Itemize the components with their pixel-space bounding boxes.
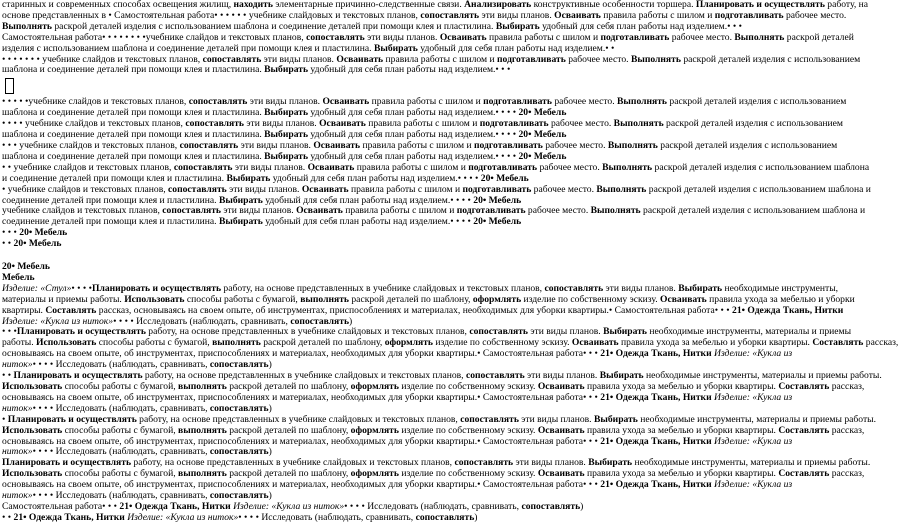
text-line: ниток»• • • • Исследовать (наблюдать, сравнивать, сопоставлять) xyxy=(2,490,272,502)
text-line: ниток»• • • • Исследовать (наблюдать, сравнивать, сопоставлять) xyxy=(2,359,272,371)
text-line: шаблона и соединение деталей при помощи клея и пластилина. Выбирать удобный для себя план работы над изделием.• • • • 20• Мебель xyxy=(2,150,567,162)
text-line: Выполнять раскрой деталей изделия с использованием шаблона и соединение деталей при помощи клея и пластилина. Выбирать удобный для себя план работы над изделием.• • • xyxy=(2,20,742,32)
text-line: • учебнике слайдов и текстовых планов, сопоставлять эти виды планов. Осваивать правила работы с шилом и подготавливать рабочее место. Выполнять раскрой деталей изделия с использованием шаблона и xyxy=(2,183,871,195)
text-line: соединение деталей при помощи клея и пластилина. Выбирать удобный для себя план работы над изделием.• • • • 20• Мебель xyxy=(2,216,522,228)
text-line: старинных и современных способах освещения жилищ, находить элементарные причинно-следственные связи. Анализировать конструктивные особенности торшера. Планировать и осуществлять работу, на xyxy=(2,0,869,10)
text-line: ниток»• • • • Исследовать (наблюдать, сравнивать, сопоставлять) xyxy=(2,446,272,458)
text-line: основываясь на своем опыте, об инструментах, приспособлениях и материалах, необходимых для уборки квартиры.• Самостоятельная работа• • • 21• Одежда Ткань, Нитки Изделие: «Кукла из xyxy=(2,435,793,447)
text-line: Использовать способы работы с бумагой, выполнять раскрой деталей по шаблону, оформлять изделие по собственному эскизу. Осваивать правила ухода за мебелью и уборки квартиры. Составлять рассказ, xyxy=(2,381,865,392)
text-line: основе представленных в • Самостоятельная работа• • • • • • учебнике слайдовых и текстовых планов, сопоставлять эти виды планов. Осваивать правила работы с шилом и подготавливать рабочее место. xyxy=(2,9,847,21)
text-line: • • • • •учебнике слайдов и текстовых планов, сопоставлять эти виды планов. Осваивать правила работы с шилом и подготавливать рабочее место. Выполнять раскрой деталей изделия с использованием xyxy=(2,96,847,108)
text-line: • • Планировать и осуществлять работу, на основе представленных в учебнике слайдовых и текстовых планов, сопоставлять эти виды планов. Выбирать необходимые инструменты, материалы и приемы работы. xyxy=(2,370,882,382)
heading-title: Мебель xyxy=(2,271,35,283)
text-line: учебнике слайдов и текстовых планов, сопоставлять эти виды планов. Осваивать правила работы с шилом и подготавливать рабочее место. Выполнять раскрой деталей изделия с использованием шаблона и xyxy=(2,205,866,217)
text-line: основываясь на своем опыте, об инструментах, приспособлениях и материалах, необходимых для уборки квартиры.• Самостоятельная работа• • • 21• Одежда Ткань, Нитки Изделие: «Кукла из xyxy=(2,348,793,360)
text-line: • • учебнике слайдов и текстовых планов, сопоставлять эти виды планов. Осваивать правила работы с шилом и подготавливать рабочее место. Выполнять раскрой деталей изделия с использованием шаблона xyxy=(2,161,870,173)
text-line: основываясь на своем опыте, об инструментах, приспособлениях и материалах, необходимых для уборки квартиры.• Самостоятельная работа• • • 21• Одежда Ткань, Нитки Изделие: «Кукла из xyxy=(2,479,793,491)
text-line: Самостоятельная работа• • • 21• Одежда Ткань, Нитки Изделие: «Кукла из ниток»• • • • Исследовать (наблюдать, сравнивать, сопоставлять) xyxy=(2,500,584,512)
text-line: • • 20• Мебель xyxy=(2,238,62,250)
text-line: основываясь на своем опыте, об инструментах, приспособлениях и материалах, необходимых для уборки квартиры.• Самостоятельная работа• • • 21• Одежда Ткань, Нитки Изделие: «Кукла из xyxy=(2,391,793,403)
text-line: шаблона и соединение деталей при помощи клея и пластилина. Выбирать удобный для себя план работы над изделием.• • • • 20• Мебель xyxy=(2,107,567,119)
section-furniture-repeats xyxy=(2,96,871,250)
section-chair-doll xyxy=(2,282,898,524)
heading-number: 20• Мебель xyxy=(2,261,50,273)
text-line: • • 21• Одежда Ткань, Нитки Изделие: «Кукла из ниток»• • • • Исследовать (наблюдать, сравнивать, сопоставлять) xyxy=(2,511,478,523)
text-line: изделия с использованием шаблона и соединение деталей при помощи клея и пластилина. Выбирать удобный для себя план работы над изделием.• • xyxy=(2,42,615,54)
text-line: Планировать и осуществлять работу, на основе представленных в учебнике слайдовых и текстовых планов, сопоставлять эти виды планов. Выбирать необходимые инструменты, материалы и приемы работы. xyxy=(2,457,871,469)
text-line: и соединение деталей при помощи клея и пластилина. Выбирать удобный для себя план работы над изделием.• • • • 20• Мебель xyxy=(2,172,529,184)
text-line: соединение деталей при помощи клея и пластилина. Выбирать удобный для себя план работы над изделием.• • • • 20• Мебель xyxy=(2,194,522,206)
text-line: работы. Использовать способы работы с бумагой, выполнять раскрой деталей по шаблону, оформлять изделие по собственному эскизу. Осваивать правила ухода за мебелью и уборки квартиры. Составлять рассказ, xyxy=(2,337,898,349)
text-line: Использовать способы работы с бумагой, выполнять раскрой деталей по шаблону, оформлять изделие по собственному эскизу. Осваивать правила ухода за мебелью и уборки квартиры. Составлять рассказ, xyxy=(2,424,865,436)
text-line: Изделие: «Кукла из ниток»• • • • Исследовать (наблюдать, сравнивать, сопоставлять) xyxy=(2,315,353,327)
text-line: • • • 20• Мебель xyxy=(2,227,68,239)
text-line: • • •Планировать и осуществлять работу, на основе представленных в учебнике слайдовых и текстовых планов, сопоставлять эти виды планов. Выбирать необходимые инструменты, материалы и приемы xyxy=(2,326,852,338)
text-line: материалы и приемы работы. Использовать способы работы с бумагой, выполнять раскрой деталей по шаблону, оформлять изделие по собственному эскизу. Осваивать правила ухода за мебелью и уборки xyxy=(2,293,855,305)
document-page xyxy=(2,0,898,524)
text-line: шаблона и соединение деталей при помощи клея и пластилина. Выбирать удобный для себя план работы над изделием.• • • • 20• Мебель xyxy=(2,129,567,141)
text-line: Изделие: «Стул»• • • •Планировать и осуществлять работу, на основе представленных в учебнике слайдовых и текстовых планов, сопоставлять эти виды планов. Выбирать необходимые инструменты, xyxy=(2,282,839,294)
text-line: Самостоятельная работа• • • • • • • •учебнике слайдов и текстовых планов, сопоставлять эти виды планов. Осваивать правила работы с шилом и подготавливать рабочее место. Выполнять раскрой деталей xyxy=(2,31,854,43)
text-line: ниток»• • • • Исследовать (наблюдать, сравнивать, сопоставлять) xyxy=(2,402,272,414)
text-line: • • • учебнике слайдов и текстовых планов, сопоставлять эти виды планов. Осваивать правила работы с шилом и подготавливать рабочее место. Выполнять раскрой деталей изделия с использованием xyxy=(2,139,838,151)
section-intro xyxy=(2,0,869,76)
text-line: • Планировать и осуществлять работу, на основе представленных в учебнике слайдовых и текстовых планов, сопоставлять эти виды планов. Выбирать необходимые инструменты, материалы и приемы работы. xyxy=(2,413,876,425)
text-line: шаблона и соединение деталей при помощи клея и пластилина. Выбирать удобный для себя план работы над изделием.• • • xyxy=(2,64,511,76)
text-line: • • • • учебнике слайдов и текстовых планов, сопоставлять эти виды планов. Осваивать правила работы с шилом и подготавливать рабочее место. Выполнять раскрой деталей изделия с использованием xyxy=(2,118,843,130)
text-line: • • • • • • • учебнике слайдов и текстовых планов, сопоставлять эти виды планов. Осваивать правила работы с шилом и подготавливать рабочее место. Выполнять раскрой деталей изделия с использованием xyxy=(2,53,861,65)
text-line: Использовать способы работы с бумагой, выполнять раскрой деталей по шаблону, оформлять изделие по собственному эскизу. Осваивать правила ухода за мебелью и уборки квартиры. Составлять рассказ, xyxy=(2,468,865,480)
text-line: квартиры. Составлять рассказ, основываясь на своем опыте, об инструментах, приспособлениях и материалах, необходимых для уборки квартиры.• Самостоятельная работа• • • 21• Одежда Ткань, Нитки xyxy=(2,304,844,316)
empty-frame xyxy=(5,78,14,94)
